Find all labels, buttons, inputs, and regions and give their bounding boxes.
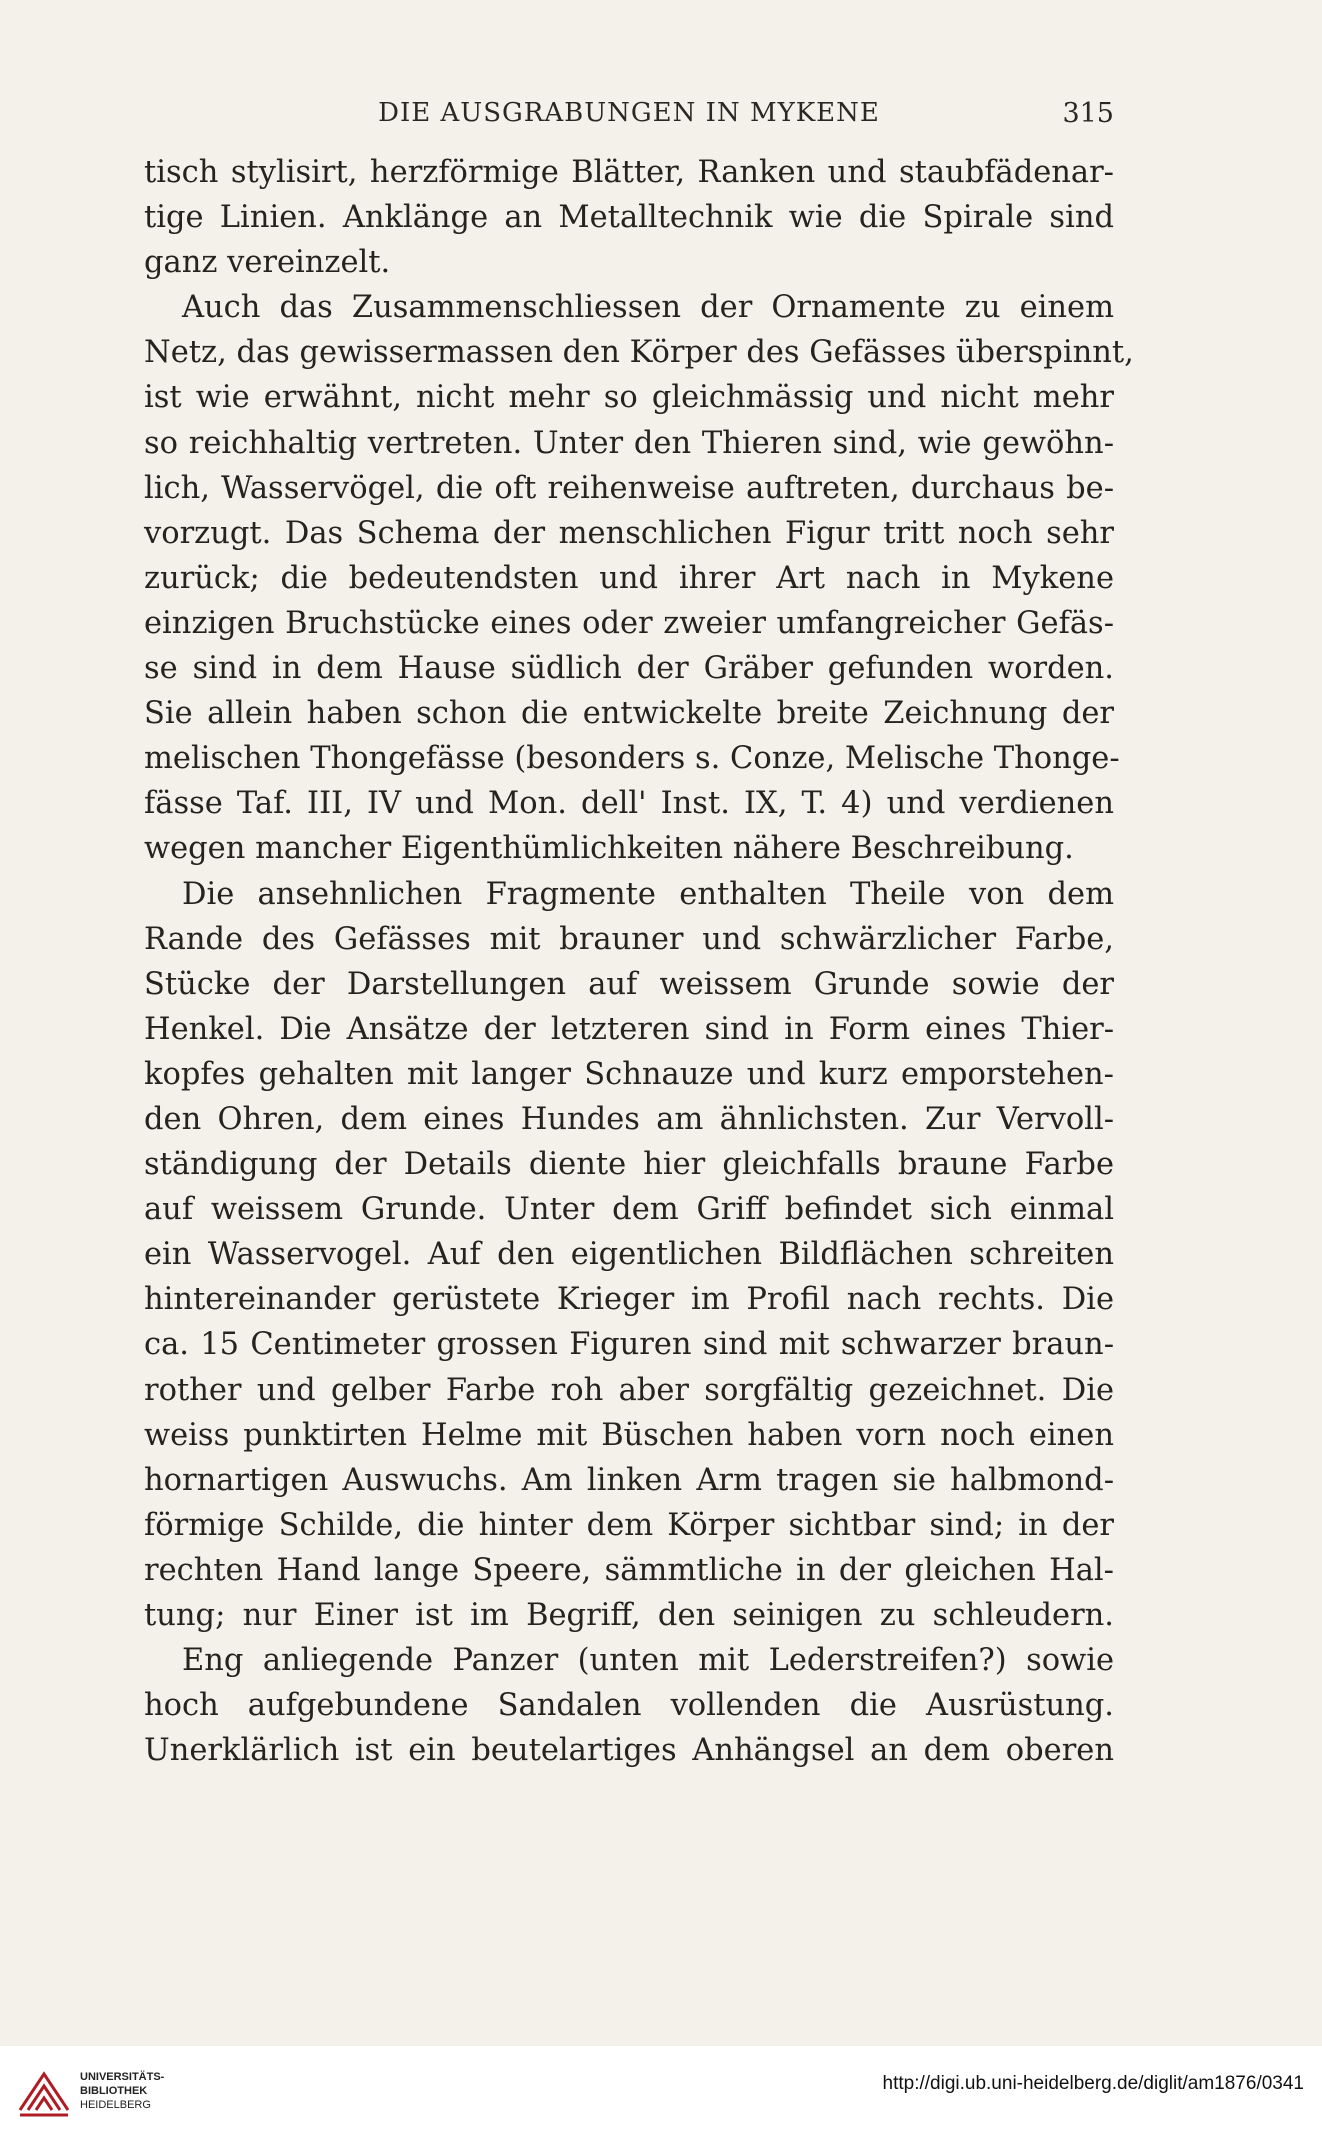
text-line: fässe Taf. III, IV und Mon. dell' Inst. IX, T. 4) und verdienen [144,786,1114,822]
text-line: Stücke der Darstellungen auf weissem Grunde sowie der [144,966,1114,1002]
paragraph-start-line: Die ansehnlichen Fragmente enthalten Theile von dem [182,876,1114,912]
text-line: einzigen Bruchstücke eines oder zweier umfangreicher Gefäs- [144,605,1114,641]
text-line: Unerklärlich ist ein beutelartiges Anhängsel an dem oberen [144,1733,1114,1769]
text-line: ein Wasservogel. Auf den eigentlichen Bildflächen schreiten [144,1237,1114,1273]
text-line: se sind in dem Hause südlich der Gräber gefunden worden. [144,651,1114,687]
text-line: Netz, das gewissermassen den Körper des Gefässes überspinnt, [144,335,1134,371]
text-line: ganz vereinzelt. [144,245,391,281]
text-line: rechten Hand lange Speere, sämmtliche in der gleichen Hal- [144,1552,1114,1588]
text-line: auf weissem Grunde. Unter dem Griff befindet sich einmal [144,1192,1114,1228]
text-line: Sie allein haben schon die entwickelte breite Zeichnung der [144,696,1114,732]
text-line: förmige Schilde, die hinter dem Körper sichtbar sind; in der [144,1507,1114,1543]
text-line: rother und gelber Farbe roh aber sorgfältig gezeichnet. Die [144,1372,1114,1408]
text-line: vorzugt. Das Schema der menschlichen Figur tritt noch sehr [144,515,1114,551]
footer-bar [0,2046,1322,2144]
permalink-url[interactable]: http://digi.ub.uni-heidelberg.de/diglit/am1876/0341 [882,2073,1304,2094]
page-number: 315 [1062,98,1114,129]
text-line: hornartigen Auswuchs. Am linken Arm tragen sie halbmond- [144,1462,1114,1498]
library-name-line: HEIDELBERG [80,2099,151,2111]
text-line: ca. 15 Centimeter grossen Figuren sind mit schwarzer braun- [144,1327,1114,1363]
library-name-line: BIBLIOTHEK [80,2085,148,2097]
library-name [80,2070,164,2112]
library-name-line: UNIVERSITÄTS- [80,2071,165,2083]
text-line: ist wie erwähnt, nicht mehr so gleichmässig und nicht mehr [144,380,1114,416]
text-line: kopfes gehalten mit langer Schnauze und kurz emporstehen- [144,1056,1114,1092]
text-line: lich, Wasservögel, die oft reihenweise auftreten, durchaus be- [144,470,1114,506]
ub-heidelberg-logo-icon[interactable] [14,2060,74,2120]
page-header [144,98,1114,138]
text-line: melischen Thongefässe (besonders s. Conze, Melische Thonge- [144,741,1120,777]
text-line: so reichhaltig vertreten. Unter den Thieren sind, wie gewöhn- [144,425,1114,461]
text-line: tige Linien. Anklänge an Metalltechnik wie die Spirale sind [144,200,1114,236]
text-line: weiss punktirten Helme mit Büschen haben vorn noch einen [144,1417,1114,1453]
paragraph-start-line: Auch das Zusammenschliessen der Ornamente zu einem [182,290,1114,326]
body-text [144,150,1134,1773]
text-line: hoch aufgebundene Sandalen vollenden die Ausrüstung. [144,1688,1114,1724]
text-line: Rande des Gefässes mit brauner und schwärzlicher Farbe, [144,921,1114,957]
text-line: Henkel. Die Ansätze der letzteren sind in Form eines Thier- [144,1011,1114,1047]
text-line: hintereinander gerüstete Krieger im Profil nach rechts. Die [144,1282,1114,1318]
text-line: tung; nur Einer ist im Begriff, den seinigen zu schleudern. [144,1598,1114,1633]
text-line: tisch stylisirt, herzförmige Blätter, Ranken und staubfädenar- [144,155,1114,190]
running-title: DIE AUSGRABUNGEN IN MYKENE [378,98,880,128]
paragraph-start-line: Eng anliegende Panzer (unten mit Lederstreifen?) sowie [182,1643,1114,1679]
text-line: zurück; die bedeutendsten und ihrer Art nach in Mykene [144,560,1114,596]
text-line: wegen mancher Eigenthümlichkeiten nähere Beschreibung. [144,831,1074,867]
text-line: den Ohren, dem eines Hundes am ähnlichsten. Zur Vervoll- [144,1101,1114,1137]
text-line: ständigung der Details diente hier gleichfalls braune Farbe [144,1147,1114,1183]
